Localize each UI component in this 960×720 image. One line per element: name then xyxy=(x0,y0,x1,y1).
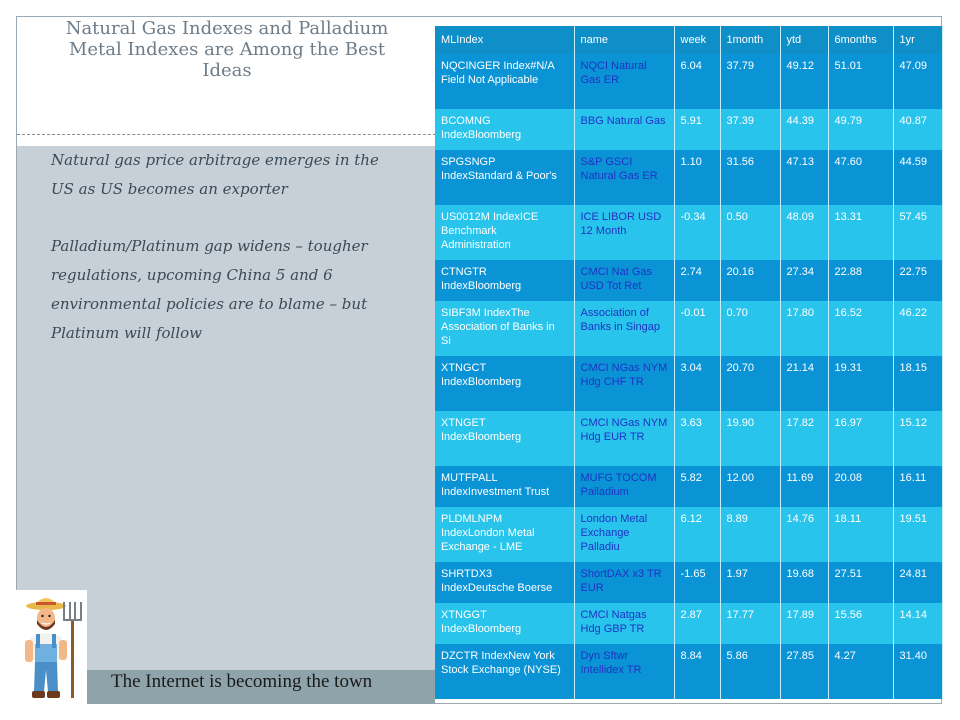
cell-week: 5.82 xyxy=(674,466,720,507)
cell-mlindex: PLDMLNPM IndexLondon Metal Exchange - LME xyxy=(435,507,574,562)
farmer-with-pitchfork-icon xyxy=(16,590,87,704)
cell-ytd: 11.69 xyxy=(780,466,828,507)
cell-1yr: 19.51 xyxy=(893,507,942,562)
table-row xyxy=(435,644,942,699)
cell-6months: 49.79 xyxy=(828,109,893,150)
cell-1yr: 22.75 xyxy=(893,260,942,301)
table-header-row xyxy=(435,26,942,54)
cell-week: -0.34 xyxy=(674,205,720,260)
cell-6months: 27.51 xyxy=(828,562,893,603)
bullet-text-natural-gas: Natural gas price arbitrage emerges in the US as US becomes an exporter xyxy=(51,151,379,198)
cell-name[interactable]: BBG Natural Gas xyxy=(574,109,674,150)
cell-mlindex: NQCINGER Index#N/A Field Not Applicable xyxy=(435,54,574,109)
cell-ytd: 49.12 xyxy=(780,54,828,109)
cell-mlindex: US0012M IndexICE Benchmark Administration xyxy=(435,205,574,260)
cell-1month: 19.90 xyxy=(720,411,780,466)
cell-1month: 31.56 xyxy=(720,150,780,205)
bullet-text-palladium: Palladium/Platinum gap widens – tougher regulations, upcoming China 5 and 6 environmental policies are to blame – but Platinum will follow xyxy=(51,237,368,342)
footer-text: The Internet is becoming the town xyxy=(111,671,373,692)
cell-mlindex: MUTFPALL IndexInvestment Trust xyxy=(435,466,574,507)
cell-week: 1.10 xyxy=(674,150,720,205)
cell-1month: 37.79 xyxy=(720,54,780,109)
cell-1month: 0.50 xyxy=(720,205,780,260)
index-table xyxy=(435,26,943,699)
cell-1yr: 16.11 xyxy=(893,466,942,507)
cell-1yr: 18.15 xyxy=(893,356,942,411)
cell-1month: 8.89 xyxy=(720,507,780,562)
cell-1month: 5.86 xyxy=(720,644,780,699)
cell-1month: 20.70 xyxy=(720,356,780,411)
cell-mlindex: CTNGTR IndexBloomberg xyxy=(435,260,574,301)
table-row xyxy=(435,603,942,644)
cell-1yr: 47.09 xyxy=(893,54,942,109)
cell-1yr: 31.40 xyxy=(893,644,942,699)
table-body xyxy=(435,54,942,699)
cell-6months: 18.11 xyxy=(828,507,893,562)
cell-6months: 22.88 xyxy=(828,260,893,301)
cell-6months: 20.08 xyxy=(828,466,893,507)
header-1month: 1month xyxy=(720,26,780,54)
cell-ytd: 48.09 xyxy=(780,205,828,260)
slide-title: Natural Gas Indexes and Palladium Metal Indexes are Among the Best Ideas xyxy=(65,18,389,81)
cell-week: 5.91 xyxy=(674,109,720,150)
cell-ytd: 17.80 xyxy=(780,301,828,356)
cell-week: 3.04 xyxy=(674,356,720,411)
table-row xyxy=(435,109,942,150)
cell-6months: 4.27 xyxy=(828,644,893,699)
cell-mlindex: SIBF3M IndexThe Association of Banks in Si xyxy=(435,301,574,356)
footer-bar xyxy=(86,670,435,704)
cell-mlindex: SPGSNGP IndexStandard & Poor's xyxy=(435,150,574,205)
cell-name[interactable]: S&P GSCI Natural Gas ER xyxy=(574,150,674,205)
cell-6months: 19.31 xyxy=(828,356,893,411)
cell-ytd: 21.14 xyxy=(780,356,828,411)
cell-ytd: 27.34 xyxy=(780,260,828,301)
cell-week: -0.01 xyxy=(674,301,720,356)
cell-1yr: 40.87 xyxy=(893,109,942,150)
cell-name[interactable]: Dyn Sftwr Intellidex TR xyxy=(574,644,674,699)
cell-week: 2.87 xyxy=(674,603,720,644)
cell-name[interactable]: NQCI Natural Gas ER xyxy=(574,54,674,109)
cell-6months: 13.31 xyxy=(828,205,893,260)
cell-1yr: 57.45 xyxy=(893,205,942,260)
title-area xyxy=(17,17,435,134)
cell-1yr: 15.12 xyxy=(893,411,942,466)
cell-1month: 1.97 xyxy=(720,562,780,603)
cell-ytd: 44.39 xyxy=(780,109,828,150)
cell-name[interactable]: CMCI NGas NYM Hdg EUR TR xyxy=(574,411,674,466)
cell-1yr: 24.81 xyxy=(893,562,942,603)
cell-1month: 37.39 xyxy=(720,109,780,150)
table-row xyxy=(435,260,942,301)
table-row xyxy=(435,507,942,562)
cell-1month: 20.16 xyxy=(720,260,780,301)
cell-ytd: 47.13 xyxy=(780,150,828,205)
table-row xyxy=(435,301,942,356)
header-ytd: ytd xyxy=(780,26,828,54)
cell-ytd: 19.68 xyxy=(780,562,828,603)
table-row xyxy=(435,356,942,411)
cell-name[interactable]: Association of Banks in Singap xyxy=(574,301,674,356)
table-row xyxy=(435,466,942,507)
header-1yr: 1yr xyxy=(893,26,942,54)
table-row xyxy=(435,54,942,109)
cell-name[interactable]: ShortDAX x3 TR EUR xyxy=(574,562,674,603)
cell-1yr: 14.14 xyxy=(893,603,942,644)
cell-6months: 47.60 xyxy=(828,150,893,205)
cell-6months: 16.97 xyxy=(828,411,893,466)
index-performance-table xyxy=(435,26,942,696)
cell-6months: 51.01 xyxy=(828,54,893,109)
table-row xyxy=(435,562,942,603)
cell-ytd: 17.89 xyxy=(780,603,828,644)
cell-mlindex: XTNGCT IndexBloomberg xyxy=(435,356,574,411)
cell-week: 2.74 xyxy=(674,260,720,301)
cell-mlindex: XTNGGT IndexBloomberg xyxy=(435,603,574,644)
header-6months: 6months xyxy=(828,26,893,54)
header-week: week xyxy=(674,26,720,54)
cell-week: 3.63 xyxy=(674,411,720,466)
cell-1month: 17.77 xyxy=(720,603,780,644)
header-mlindex: MLIndex xyxy=(435,26,574,54)
cell-1yr: 44.59 xyxy=(893,150,942,205)
cell-1yr: 46.22 xyxy=(893,301,942,356)
cell-name[interactable]: CMCI Natgas Hdg GBP TR xyxy=(574,603,674,644)
header-name: name xyxy=(574,26,674,54)
cell-name[interactable]: CMCI Nat Gas USD Tot Ret xyxy=(574,260,674,301)
cell-name[interactable]: ICE LIBOR USD 12 Month xyxy=(574,205,674,260)
cell-ytd: 14.76 xyxy=(780,507,828,562)
cell-week: 6.12 xyxy=(674,507,720,562)
cell-6months: 15.56 xyxy=(828,603,893,644)
cell-ytd: 17.82 xyxy=(780,411,828,466)
cell-mlindex: BCOMNG IndexBloomberg xyxy=(435,109,574,150)
cell-week: -1.65 xyxy=(674,562,720,603)
table-row xyxy=(435,205,942,260)
table-row xyxy=(435,411,942,466)
cell-name[interactable]: London Metal Exchange Palladiu xyxy=(574,507,674,562)
cell-1month: 12.00 xyxy=(720,466,780,507)
cell-mlindex: DZCTR IndexNew York Stock Exchange (NYSE) xyxy=(435,644,574,699)
cell-week: 6.04 xyxy=(674,54,720,109)
cell-ytd: 27.85 xyxy=(780,644,828,699)
cell-name[interactable]: MUFG TOCOM Palladium xyxy=(574,466,674,507)
cell-6months: 16.52 xyxy=(828,301,893,356)
cell-mlindex: XTNGET IndexBloomberg xyxy=(435,411,574,466)
table-row xyxy=(435,150,942,205)
cell-mlindex: SHRTDX3 IndexDeutsche Boerse xyxy=(435,562,574,603)
cell-name[interactable]: CMCI NGas NYM Hdg CHF TR xyxy=(574,356,674,411)
cell-week: 8.84 xyxy=(674,644,720,699)
cell-1month: 0.70 xyxy=(720,301,780,356)
